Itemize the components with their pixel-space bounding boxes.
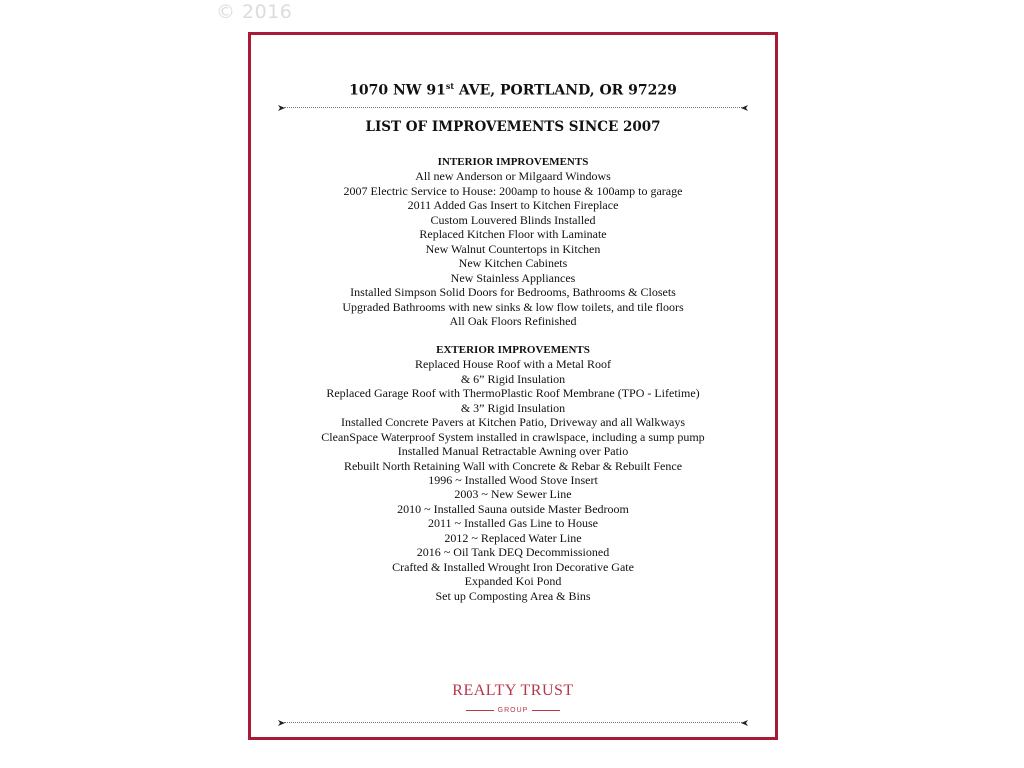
logo-subtext: GROUP [464, 706, 563, 715]
list-item: All new Anderson or Milgaard Windows [415, 169, 611, 184]
list-item: 2011 Added Gas Insert to Kitchen Fireplace [407, 198, 619, 213]
list-item: Installed Simpson Solid Doors for Bedrooms, Bathrooms & Closets [350, 285, 676, 300]
list-item: Custom Louvered Blinds Installed [430, 212, 596, 227]
list-item: 2003 ~ New Sewer Line [454, 487, 572, 502]
address-rest: AVE, PORTLAND, OR 97229 [454, 82, 677, 99]
address-ordinal: st [445, 81, 455, 91]
interior-heading: INTERIOR IMPROVEMENTS [437, 156, 589, 168]
list-item: New Walnut Countertops in Kitchen [425, 241, 601, 256]
exterior-heading: EXTERIOR IMPROVEMENTS [436, 343, 590, 356]
list-item: 2007 Electric Service to House: 200amp to house & 100amp to garage [343, 183, 683, 198]
list-item: Installed Manual Retractable Awning over Patio [397, 444, 629, 459]
divider-arrow-icon [741, 105, 748, 111]
divider-arrow-icon [741, 720, 748, 726]
list-item: New Stainless Appliances [450, 270, 576, 285]
list-item: Replaced House Roof with a Metal Roof [415, 357, 611, 372]
exterior-list [251, 357, 775, 603]
list-item: Set up Composting Area & Bins [435, 588, 591, 603]
top-divider [278, 105, 748, 111]
list-item: New Kitchen Cabinets [458, 256, 568, 271]
list-item: 2012 ~ Replaced Water Line [444, 530, 582, 545]
bottom-divider [278, 720, 748, 726]
divider-arrow-icon [278, 720, 285, 726]
list-item: 1996 ~ Installed Wood Stove Insert [428, 472, 598, 487]
improvements-list [251, 155, 775, 603]
list-item: Replaced Kitchen Floor with Laminate [419, 227, 607, 242]
property-address [251, 81, 775, 99]
list-item: Installed Concrete Pavers at Kitchen Patio, Driveway and all Walkways [340, 415, 686, 430]
list-item: Expanded Koi Pond [464, 574, 562, 589]
list-item: Replaced Garage Roof with ThermoPlastic Roof Membrane (TPO - Lifetime) [326, 386, 700, 401]
address-number: 1070 NW 91 [349, 82, 446, 99]
interior-list [251, 169, 775, 328]
logo-text: REALTY TRUST [452, 682, 574, 699]
document-title: LIST OF IMPROVEMENTS SINCE 2007 [365, 119, 661, 135]
list-item: Upgraded Bathrooms with new sinks & low flow toilets, and tile floors [342, 299, 684, 314]
list-item: Rebuilt North Retaining Wall with Concrete & Rebar & Rebuilt Fence [343, 458, 683, 473]
list-item: Crafted & Installed Wrought Iron Decorative Gate [392, 559, 634, 574]
divider-arrow-icon [278, 105, 285, 111]
document-page [248, 32, 778, 740]
list-item: CleanSpace Waterproof System installed in crawlspace, including a sump pump [321, 429, 705, 444]
list-item: 2010 ~ Installed Sauna outside Master Bedroom [397, 501, 629, 516]
list-item: All Oak Floors Refinished [449, 313, 577, 328]
copyright-watermark: © 2016 [216, 1, 293, 23]
list-item: 2016 ~ Oil Tank DEQ Decommissioned [416, 545, 610, 560]
list-item: 2011 ~ Installed Gas Line to House [427, 516, 598, 531]
list-item: & 3” Rigid Insulation [460, 400, 566, 415]
realty-trust-logo [251, 683, 775, 717]
list-item: & 6” Rigid Insulation [460, 371, 566, 386]
